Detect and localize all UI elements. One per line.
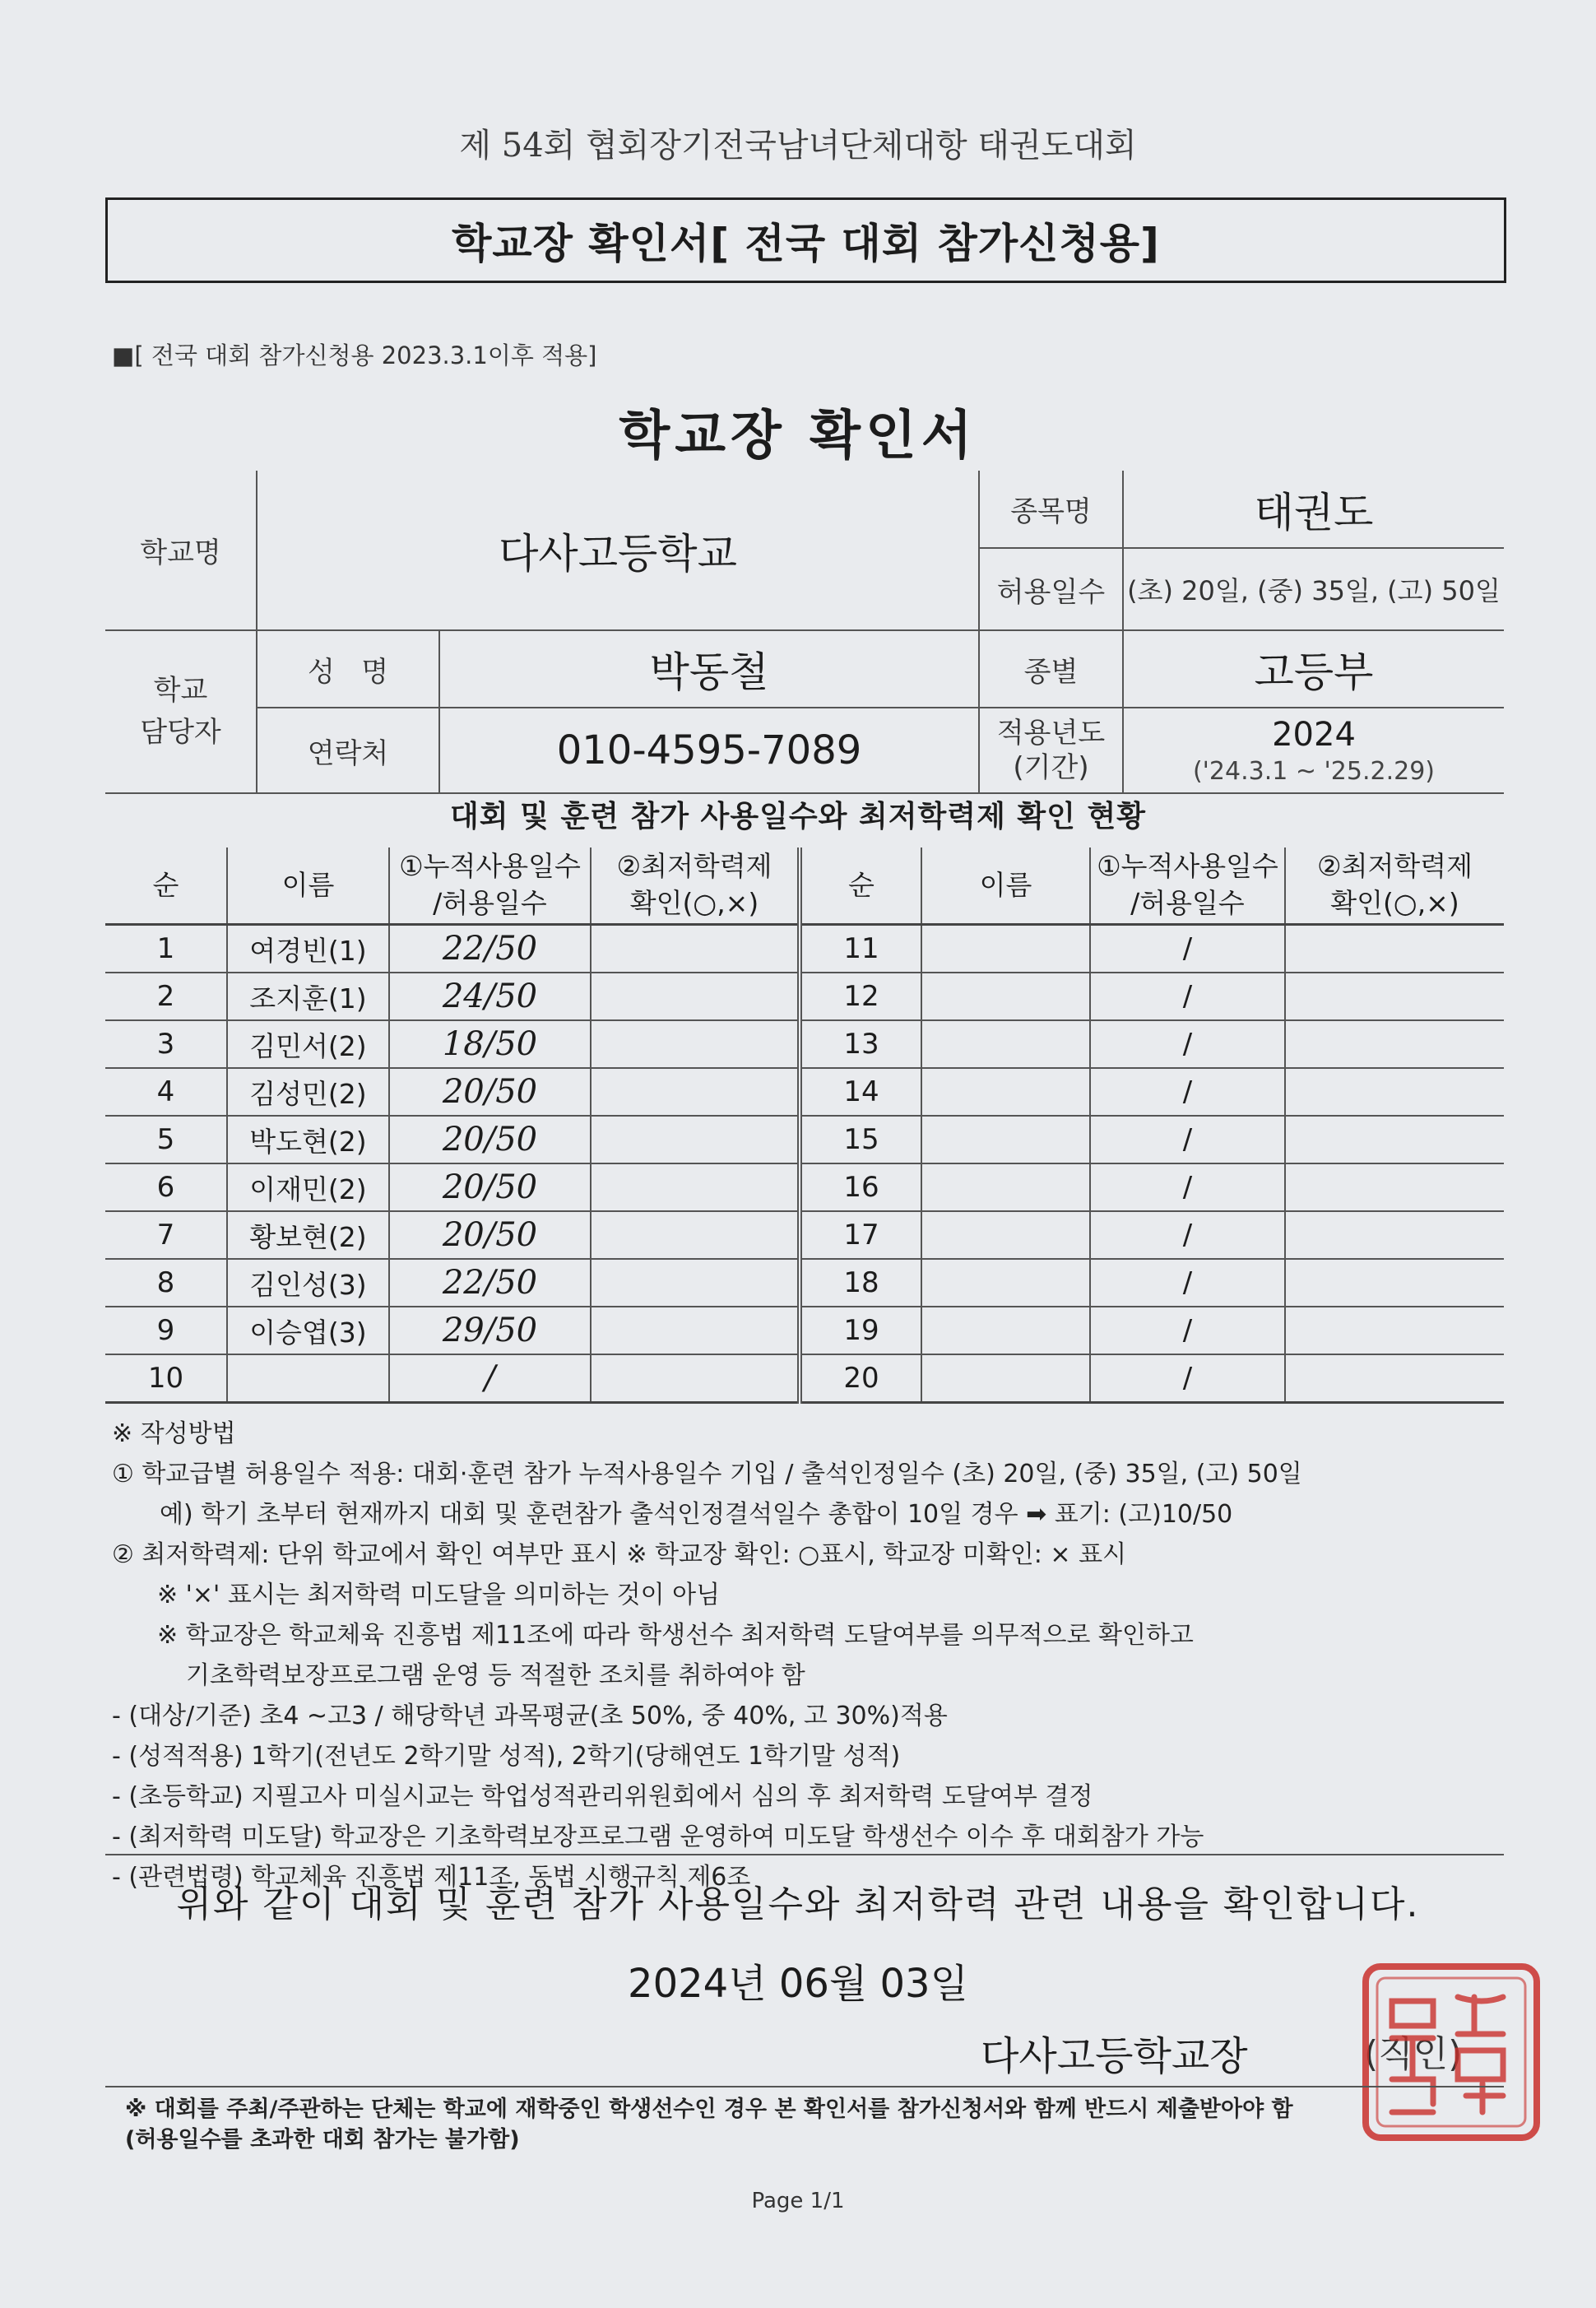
academic-check bbox=[1285, 1259, 1504, 1307]
row-number: 8 bbox=[105, 1259, 227, 1307]
method-dash-1: - (대상/기준) 초4 ~고3 / 해당학년 과목평균(초 50%, 중 40%, 고 30%)적용 bbox=[112, 1702, 948, 1730]
issue-date: 2024년 06월 03일 bbox=[628, 1961, 968, 2007]
academic-check bbox=[1285, 1068, 1504, 1116]
seal-label: (직인) bbox=[1364, 2033, 1463, 2075]
used-days: 22/50 bbox=[389, 925, 591, 973]
phone-label: 연락처 bbox=[257, 708, 439, 793]
academic-check bbox=[1285, 1307, 1504, 1354]
row-number: 12 bbox=[800, 973, 921, 1020]
used-days: 18/50 bbox=[389, 1020, 591, 1068]
method-title: ※ 작성방법 bbox=[112, 1419, 236, 1448]
row-number: 17 bbox=[800, 1211, 921, 1259]
used-days: 22/50 bbox=[389, 1259, 591, 1307]
method-dash-3: - (초등학교) 지필고사 미실시교는 학업성적관리위원회에서 심의 후 최저학력 도달여부 결정 bbox=[112, 1782, 1093, 1811]
row-number: 7 bbox=[105, 1211, 227, 1259]
participant-name bbox=[921, 1116, 1090, 1163]
used-days: / bbox=[1090, 1259, 1285, 1307]
method-divider bbox=[105, 1854, 1504, 1855]
form-title: 학교장 확인서[ 전국 대회 참가신청용] bbox=[452, 220, 1160, 267]
footer-divider bbox=[105, 2086, 1504, 2087]
academic-check bbox=[591, 1307, 800, 1354]
document-title: 학교장 확인서 bbox=[619, 406, 977, 467]
table-row bbox=[105, 1068, 1504, 1116]
event-title: 제 54회 협회장기전국남녀단체대항 태권도대회 bbox=[459, 127, 1137, 165]
method-item-1: ① 학교급별 허용일수 적용: 대회·훈련 참가 누적사용일수 기입 / 출석인정일수 (초) 20일, (중) 35일, (고) 50일 bbox=[112, 1460, 1302, 1488]
academic-check bbox=[591, 1020, 800, 1068]
col-academic: ②최저학력제 확인(○,×) bbox=[591, 848, 800, 925]
used-days: 24/50 bbox=[389, 973, 591, 1020]
used-days: 29/50 bbox=[389, 1307, 591, 1354]
used-days: / bbox=[389, 1354, 591, 1403]
table-row bbox=[105, 1163, 1504, 1211]
row-number: 5 bbox=[105, 1116, 227, 1163]
name-value: 박동철 bbox=[439, 630, 979, 708]
table-row bbox=[105, 1259, 1504, 1307]
footnote-line-1: ※ 대회를 주최/주관하는 단체는 학교에 재학중인 학생선수인 경우 본 확인서를 참가신청서와 함께 반드시 제출받아야 함 bbox=[125, 2097, 1293, 2122]
academic-check bbox=[1285, 1163, 1504, 1211]
used-days: 20/50 bbox=[389, 1116, 591, 1163]
row-number: 11 bbox=[800, 925, 921, 973]
method-item-1-example: 예) 학기 초부터 현재까지 대회 및 훈련참가 출석인정결석일수 총합이 10일 경우 ➡ 표기: (고)10/50 bbox=[160, 1500, 1233, 1529]
participant-name bbox=[921, 1020, 1090, 1068]
used-days: / bbox=[1090, 1116, 1285, 1163]
table-row bbox=[105, 1020, 1504, 1068]
academic-check bbox=[1285, 1211, 1504, 1259]
col-days: ①누적사용일수 /허용일수 bbox=[389, 848, 591, 925]
row-number: 15 bbox=[800, 1116, 921, 1163]
academic-check bbox=[591, 1116, 800, 1163]
year-cell bbox=[1123, 708, 1504, 793]
row-number: 16 bbox=[800, 1163, 921, 1211]
table-row bbox=[105, 1116, 1504, 1163]
academic-check bbox=[1285, 1020, 1504, 1068]
row-number: 19 bbox=[800, 1307, 921, 1354]
sport-label: 종목명 bbox=[979, 471, 1123, 548]
academic-check bbox=[1285, 925, 1504, 973]
writing-method bbox=[112, 1414, 1510, 1897]
row-number: 13 bbox=[800, 1020, 921, 1068]
used-days: / bbox=[1090, 1163, 1285, 1211]
participant-name bbox=[921, 1259, 1090, 1307]
participant-name: 여경빈(1) bbox=[227, 925, 389, 973]
participant-name: 이승엽(3) bbox=[227, 1307, 389, 1354]
name-label: 성 명 bbox=[257, 630, 439, 708]
participant-name bbox=[227, 1354, 389, 1403]
participant-name bbox=[921, 1307, 1090, 1354]
school-info-table bbox=[105, 471, 1504, 794]
participants-table bbox=[105, 848, 1504, 1404]
academic-check bbox=[591, 1163, 800, 1211]
row-number: 20 bbox=[800, 1354, 921, 1403]
academic-check bbox=[591, 925, 800, 973]
school-name-value: 다사고등학교 bbox=[257, 471, 979, 630]
row-number: 18 bbox=[800, 1259, 921, 1307]
phone-value: 010-4595-7089 bbox=[439, 708, 979, 793]
method-dash-5: - (관련법령) 학교체육 진흥법 제11조, 동법 시행규칙 제6조 bbox=[112, 1863, 751, 1892]
method-dash-4: - (최저학력 미도달) 학교장은 기초학력보장프로그램 운영하여 미도달 학생선수 이수 후 대회참가 가능 bbox=[112, 1823, 1204, 1851]
division-label: 종별 bbox=[979, 630, 1123, 708]
method-item-2: ② 최저학력제: 단위 학교에서 확인 여부만 표시 ※ 학교장 확인: ○표시, 학교장 미확인: × 표시 bbox=[112, 1540, 1127, 1569]
row-number: 10 bbox=[105, 1354, 227, 1403]
school-name-label: 학교명 bbox=[105, 471, 257, 630]
row-number: 4 bbox=[105, 1068, 227, 1116]
used-days: / bbox=[1090, 973, 1285, 1020]
principal-name: 다사고등학교장 bbox=[981, 2033, 1248, 2079]
application-note: ■[ 전국 대회 참가신청용 2023.3.1이후 적용] bbox=[112, 341, 597, 369]
academic-check bbox=[591, 1211, 800, 1259]
contact-person-label: 학교 담당자 bbox=[105, 630, 257, 793]
method-item-2-note-1: ※ '×' 표시는 최저학력 미도달을 의미하는 것이 아님 bbox=[157, 1581, 721, 1609]
academic-check bbox=[591, 1068, 800, 1116]
division-value: 고등부 bbox=[1123, 630, 1504, 708]
participant-name bbox=[921, 973, 1090, 1020]
allowed-days-label: 허용일수 bbox=[979, 548, 1123, 630]
row-number: 2 bbox=[105, 973, 227, 1020]
participant-name bbox=[921, 925, 1090, 973]
table-row bbox=[105, 1307, 1504, 1354]
used-days: 20/50 bbox=[389, 1163, 591, 1211]
confirm-statement: 위와 같이 대회 및 훈련 참가 사용일수와 최저학력 관련 내용을 확인합니다. bbox=[176, 1883, 1420, 1925]
row-number: 14 bbox=[800, 1068, 921, 1116]
used-days: / bbox=[1090, 1354, 1285, 1403]
participant-name: 김민서(2) bbox=[227, 1020, 389, 1068]
footnote bbox=[125, 2094, 1507, 2155]
allowed-days-value: (초) 20일, (중) 35일, (고) 50일 bbox=[1123, 548, 1504, 630]
used-days: 20/50 bbox=[389, 1068, 591, 1116]
page-number: Page 1/1 bbox=[751, 2189, 845, 2213]
year-label: 적용년도 (기간) bbox=[979, 708, 1123, 793]
year-value: 2024 bbox=[1272, 715, 1356, 754]
participant-name: 조지훈(1) bbox=[227, 973, 389, 1020]
col-name-right: 이름 bbox=[921, 848, 1090, 925]
col-no-right: 순 bbox=[800, 848, 921, 925]
footnote-line-2: (허용일수를 초과한 대회 참가는 불가함) bbox=[125, 2127, 520, 2152]
participants-body bbox=[105, 925, 1504, 1403]
sport-value: 태권도 bbox=[1123, 471, 1504, 548]
row-number: 1 bbox=[105, 925, 227, 973]
participant-name: 이재민(2) bbox=[227, 1163, 389, 1211]
academic-check bbox=[591, 1354, 800, 1403]
academic-check bbox=[591, 1259, 800, 1307]
method-item-2-note-2: ※ 학교장은 학교체육 진흥법 제11조에 따라 학생선수 최저학력 도달여부를 의무적으로 확인하고 bbox=[157, 1621, 1194, 1650]
used-days: / bbox=[1090, 1068, 1285, 1116]
row-number: 3 bbox=[105, 1020, 227, 1068]
participant-name bbox=[921, 1211, 1090, 1259]
participant-name bbox=[921, 1163, 1090, 1211]
academic-check bbox=[591, 973, 800, 1020]
used-days: / bbox=[1090, 1211, 1285, 1259]
form-title-box bbox=[105, 197, 1506, 283]
academic-check bbox=[1285, 1116, 1504, 1163]
participant-name: 김성민(2) bbox=[227, 1068, 389, 1116]
used-days: / bbox=[1090, 1020, 1285, 1068]
row-number: 6 bbox=[105, 1163, 227, 1211]
col-academic-right: ②최저학력제 확인(○,×) bbox=[1285, 848, 1504, 925]
participant-name: 김인성(3) bbox=[227, 1259, 389, 1307]
period-value: ('24.3.1 ~ '25.2.29) bbox=[1192, 756, 1436, 786]
col-no: 순 bbox=[105, 848, 227, 925]
col-days-right: ①누적사용일수 /허용일수 bbox=[1090, 848, 1285, 925]
table-row bbox=[105, 1354, 1504, 1403]
method-dash-2: - (성적적용) 1학기(전년도 2학기말 성적), 2학기(당해연도 1학기말 성적) bbox=[112, 1742, 901, 1771]
row-number: 9 bbox=[105, 1307, 227, 1354]
participant-name bbox=[921, 1068, 1090, 1116]
academic-check bbox=[1285, 973, 1504, 1020]
participant-name: 박도현(2) bbox=[227, 1116, 389, 1163]
table-row bbox=[105, 973, 1504, 1020]
participants-header-row bbox=[105, 848, 1504, 925]
participant-name: 황보현(2) bbox=[227, 1211, 389, 1259]
status-heading: 대회 및 훈련 참가 사용일수와 최저학력제 확인 현황 bbox=[449, 800, 1147, 834]
used-days: 20/50 bbox=[389, 1211, 591, 1259]
academic-check bbox=[1285, 1354, 1504, 1403]
col-name: 이름 bbox=[227, 848, 389, 925]
table-row bbox=[105, 1211, 1504, 1259]
method-item-2-note-2b: 기초학력보장프로그램 운영 등 적절한 조치를 취하여야 함 bbox=[186, 1661, 805, 1690]
used-days: / bbox=[1090, 1307, 1285, 1354]
used-days: / bbox=[1090, 925, 1285, 973]
table-row bbox=[105, 925, 1504, 973]
participant-name bbox=[921, 1354, 1090, 1403]
